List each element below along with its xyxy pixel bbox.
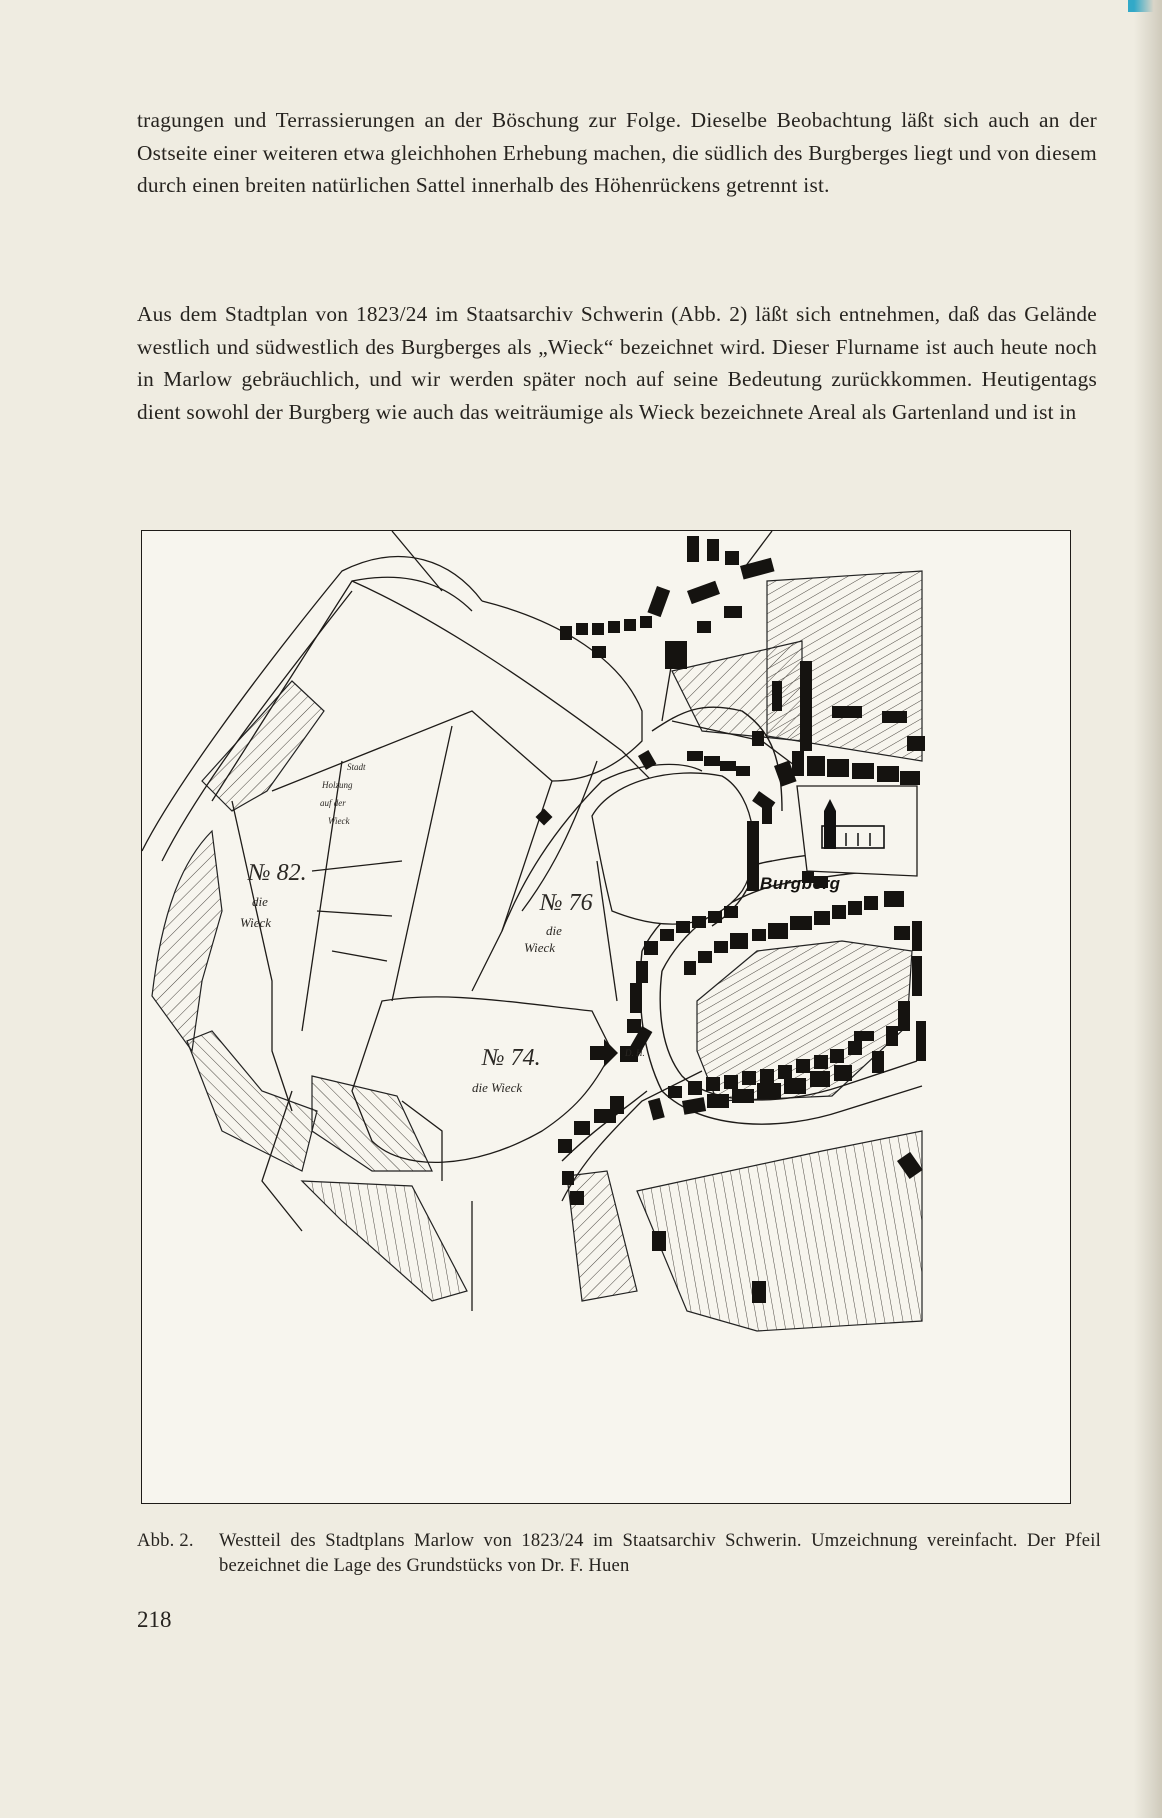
church-plot-outline bbox=[797, 786, 917, 876]
hatched-plot-north-west bbox=[202, 681, 324, 811]
field-note-1: Stadt bbox=[347, 762, 366, 772]
hatched-plot-south-west-3 bbox=[302, 1181, 467, 1301]
burgberg-map-label: Burgberg bbox=[760, 874, 841, 893]
burgberg-hill-outline bbox=[592, 773, 754, 924]
field-note-2: Holzung bbox=[322, 780, 353, 790]
hatched-plot-south-corner bbox=[567, 1171, 637, 1301]
hatched-plot-south-west-2 bbox=[312, 1076, 432, 1171]
plot-label-74-sub: die Wieck bbox=[472, 1080, 523, 1095]
hatched-plot-south-east bbox=[637, 1131, 922, 1331]
page-number: 218 bbox=[137, 1607, 172, 1632]
city-map-drawing bbox=[142, 531, 1071, 1504]
page-edge-shadow bbox=[1134, 0, 1162, 1818]
field-note-4: Wieck bbox=[328, 816, 350, 826]
city-map-figure bbox=[141, 530, 1071, 1504]
arrow-note: D. H. bbox=[625, 1048, 645, 1058]
hatched-plot-north-mid bbox=[672, 641, 802, 741]
arrow-marker-icon bbox=[590, 1039, 618, 1067]
plot-label-82-sub1: die bbox=[252, 894, 268, 909]
plot-label-76-sub1: die bbox=[546, 923, 562, 938]
plot-label-82-sub2: Wieck bbox=[240, 915, 272, 930]
figure-caption bbox=[137, 1528, 1101, 1578]
body-paragraph-2: Aus dem Stadtplan von 1823/24 im Staatsarchiv Schwerin (Abb. 2) läßt sich entnehmen, daß das Gelände westlich und südwestlich des Burgberges als „Wieck“ bezeichnet wird. Dieser Flurname ist auch heute noch in Marlow gebräuchlich, und wir werden später noch auf seine Bedeutung zurückkommen. Heutigentags dient sowohl der Burgberg wie auch das weiträumige als Wieck bezeichnete Areal als Gartenland und ist in bbox=[137, 302, 1097, 424]
caption-text: Westteil des Stadtplans Marlow von 1823/24 im Staatsarchiv Schwerin. Umzeichnung vereinfacht. Der Pfeil bezeichnet die Lage des Grundstücks von Dr. F. Huen bbox=[219, 1530, 1101, 1576]
hatched-plot-south-west-1 bbox=[187, 1031, 317, 1171]
plot-label-74: № 74. bbox=[482, 1045, 541, 1071]
caption-figure-number: Abb. 2. bbox=[137, 1530, 194, 1551]
plot-label-76-sub2: Wieck bbox=[524, 940, 556, 955]
hatched-plot-west-edge bbox=[152, 831, 222, 1051]
body-paragraph-1: tragungen und Terrassierungen an der Böschung zur Folge. Dieselbe Beobachtung läßt sich auch an der Ostseite einer weiteren etwa gleichhohen Erhebung machen, die südlich des Burgberges liegt und von diesem durch einen breiten natürlichen Sattel innerhalb des Höhenrückens getrennt ist. bbox=[137, 108, 1097, 197]
plot-label-82: № 82. bbox=[248, 860, 307, 886]
plot-label-76: № 76 bbox=[540, 890, 593, 916]
field-note-3: auf der bbox=[320, 798, 346, 808]
